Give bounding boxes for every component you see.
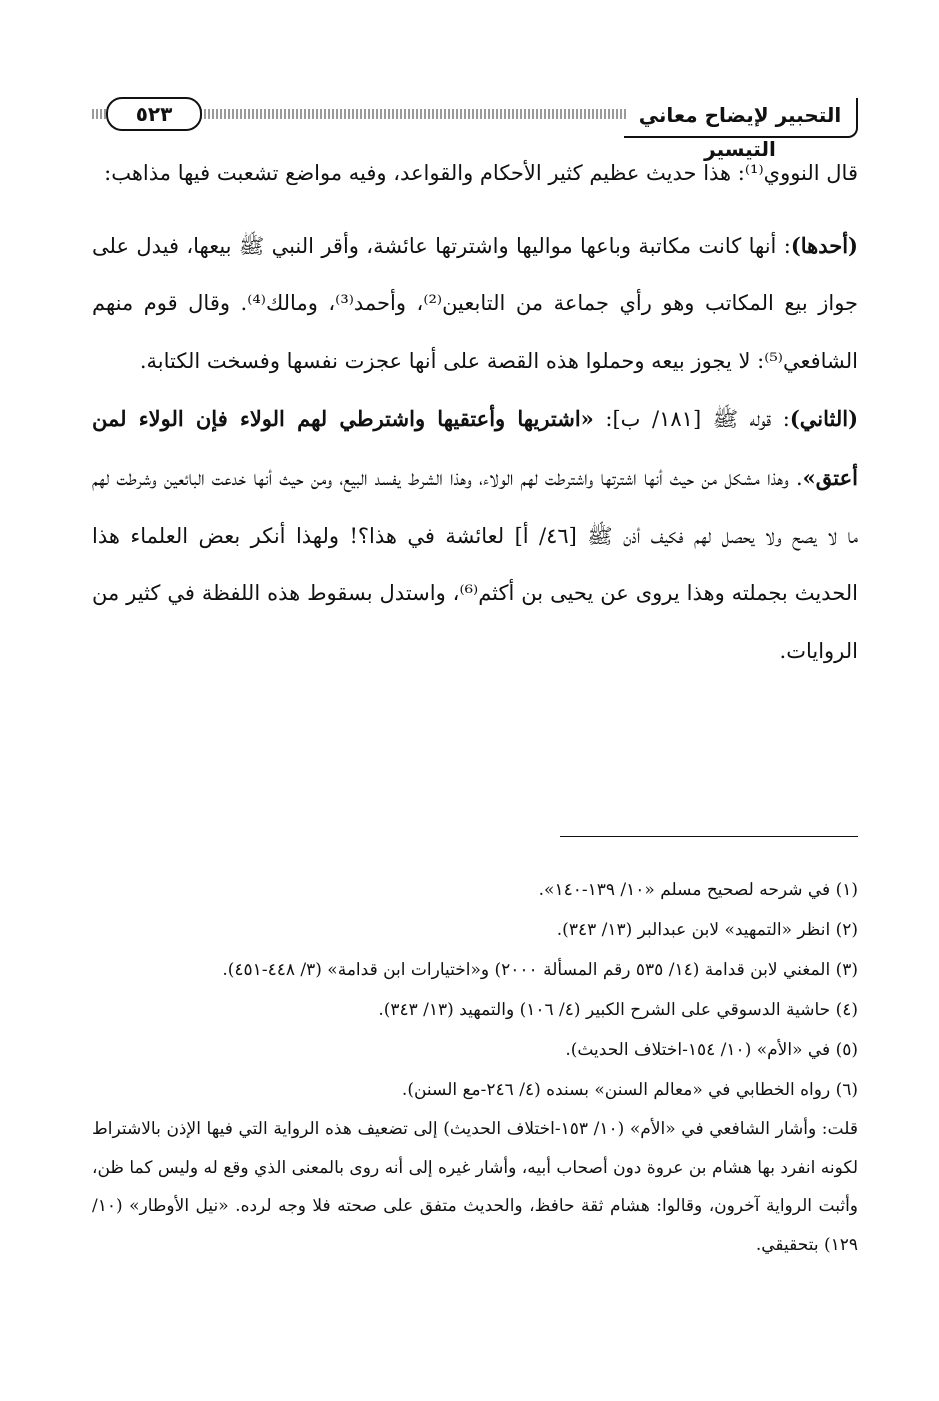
footnote-2: (٢) انظر «التمهيد» لابن عبدالبر (١٣/ ٣٤٣). — [556, 920, 858, 940]
paragraph-gap — [92, 203, 858, 217]
footnote-separator — [560, 836, 858, 837]
book-title: التحبير لإيضاح معاني التيسير — [624, 98, 858, 138]
paragraph-1: قال النووي⁽¹⁾: هذا حديث عظيم كثير الأحكام والقواعد، وفيه مواضع تشعبت فيها مذاهب: — [104, 161, 858, 185]
footnote-4: (٤) حاشية الدسوقي على الشرح الكبير (٤/ ١٠٦) والتمهيد (١٣/ ٣٤٣). — [378, 1000, 858, 1020]
footnotes — [92, 870, 858, 1264]
paragraph-3-text: . وهذا مشكل من حيث أنها اشترتها واشترطت لهم الولاء، وهذا الشرط يفسد البيع، ومن حيث أنها خدعت البائعين وشرطت لهم ما لا يصح ولا يحصل لهم فكيف أذن ﷺ [٤٦/ أ] لعائشة في هذا؟! ولهذا أنكر بعض العلماء هذا الحديث بجملته وهذا يروى عن يحيى بن أكثم⁽⁶⁾، واستدل بسقوط هذه اللفظة في كثير من الروايات. — [92, 465, 858, 663]
hadith-quote: «اشتريها وأعتقيها واشترطي لهم الولاء فإن الولاء لمن أعتق» — [92, 406, 858, 490]
footnote-1: (١) في شرحه لصحيح مسلم «١٠/ ١٣٩-١٤٠». — [538, 880, 858, 900]
main-text — [92, 145, 858, 680]
paragraph-3-label: (الثاني) — [789, 406, 859, 432]
footnote-5: (٥) في «الأم» (١٠/ ١٥٤-اختلاف الحديث). — [565, 1040, 858, 1060]
running-header — [92, 98, 858, 161]
footnote-6: (٦) رواه الخطابي في «معالم السنن» بسنده (٤/ ٢٤٦-مع السنن). — [401, 1080, 858, 1100]
paragraph-3-ref: : قوله ﷺ [١٨١/ ب]: — [593, 407, 790, 432]
footnote-note: قلت: وأشار الشافعي في «الأم» (١٠/ ١٥٣-اختلاف الحديث) إلى تضعيف هذه الرواية التي فيها الإذن بالاشتراط لكونه انفرد بها هشام بن عروة دون أصحاب أبيه، وأشار غيره إلى أنه روى بالمعنى الذي وقع له وليس كما ظن، وأثبت الرواية آخرون، وقالوا: هشام ثقة حافظ، والحديث متفق على صحته فلا وجه لرده. «نيل الأوطار» (١٠/ ١٢٩) بتحقيقي. — [92, 1119, 858, 1255]
paragraph-2-label: (أحدها) — [790, 232, 858, 258]
paragraph-2-text: : أنها كانت مكاتبة وباعها مواليها واشترتها عائشة، وأقر النبي ﷺ بيعها، فيدل على جواز بيع المكاتب وهو رأي جماعة من التابعين⁽²⁾، وأحمد⁽³⁾، ومالك⁽⁴⁾. وقال قوم منهم الشافعي⁽⁵⁾: لا يجوز بيعه وحملوا هذه القصة على أنها عجزت نفسها وفسخت الكتابة. — [92, 233, 859, 373]
paragraph-3 — [92, 390, 858, 680]
paragraph-2 — [92, 217, 858, 391]
footnote-3: (٣) المغني لابن قدامة (١٤/ ٥٣٥ رقم المسألة ٢٠٠٠) و«اختيارات ابن قدامة» (٣/ ٤٤٨-٤٥١). — [222, 960, 858, 980]
page-number: ٥٢٣ — [106, 97, 202, 131]
